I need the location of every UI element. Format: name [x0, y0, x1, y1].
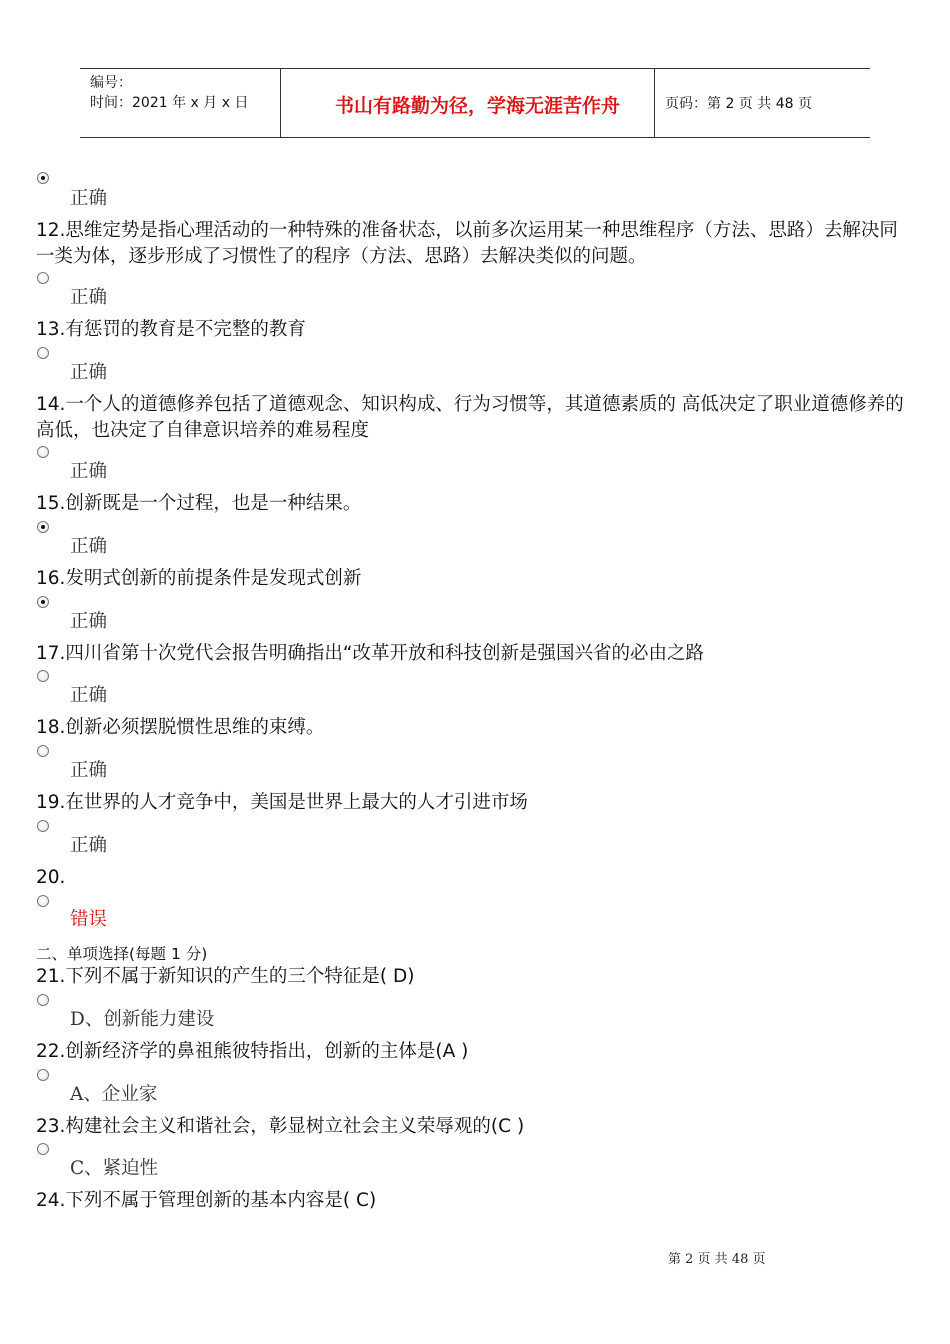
- question-19: [36, 790, 916, 816]
- answer-text: 正确: [70, 685, 108, 706]
- question-text: 创新既是一个过程，也是一种结果。: [65, 493, 362, 514]
- question-16: [36, 566, 916, 592]
- answer-text: 正确: [70, 188, 108, 209]
- answer-radio[interactable]: [37, 670, 49, 682]
- question-15: [36, 491, 916, 517]
- answer-text: 正确: [70, 835, 108, 856]
- question-12: [36, 218, 916, 270]
- question-text: 有惩罚的教育是不完整的教育: [65, 319, 306, 340]
- question-text: 下列不属于管理创新的基本内容是( C): [65, 1190, 377, 1211]
- answer-radio[interactable]: [37, 446, 49, 458]
- question-text: 一个人的道德修养包括了道德观念、知识构成、行为习惯等，其道德素质的 高低决定了职业道德修养的 高低，也决定了自律意识培养的难易程度: [36, 394, 904, 441]
- question-22: [36, 1039, 916, 1065]
- question-number: 16.: [36, 568, 66, 589]
- question-text: 四川省第十次党代会报告明确指出“改革开放和科技创新是强国兴省的必由之路: [65, 643, 705, 664]
- question-20: [36, 865, 916, 891]
- question-text: 下列不属于新知识的产生的三个特征是( D): [65, 966, 415, 987]
- question-text: 发明式创新的前提条件是发现式创新: [65, 568, 362, 589]
- number-label: 编号：: [90, 75, 132, 91]
- header-page-info: 页码：第 2 页 共 48 页: [665, 96, 812, 112]
- answer-radio[interactable]: [37, 895, 49, 907]
- question-number: 20.: [36, 867, 66, 888]
- question-number: 18.: [36, 717, 66, 738]
- answer-text: C、紧迫性: [70, 1158, 159, 1179]
- header-divider: [280, 69, 281, 137]
- answer-text: 正确: [70, 287, 108, 308]
- page-footer: 第 2 页 共 48 页: [668, 1252, 766, 1267]
- question-number: 13.: [36, 319, 66, 340]
- answer-text: 错误: [70, 909, 108, 930]
- answer-text: 正确: [70, 536, 108, 557]
- question-number: 14.: [36, 394, 66, 415]
- question-17: [36, 641, 916, 667]
- question-21: [36, 964, 916, 990]
- question-text: 创新必须摆脱惯性思维的束缚。: [65, 717, 325, 738]
- answer-text: A、企业家: [70, 1084, 158, 1105]
- answer-radio[interactable]: [37, 596, 49, 608]
- question-18: [36, 715, 916, 741]
- question-number: 15.: [36, 493, 66, 514]
- question-text: 构建社会主义和谐社会，彰显树立社会主义荣辱观的(C ): [65, 1116, 525, 1137]
- question-number: 22.: [36, 1041, 66, 1062]
- answer-text: 正确: [70, 461, 108, 482]
- answer-radio[interactable]: [37, 272, 49, 284]
- document-header: [80, 68, 870, 138]
- answer-radio[interactable]: [37, 745, 49, 757]
- date-line: 时间：2021 年 x 月 x 日: [90, 95, 249, 111]
- answer-text: 正确: [70, 611, 108, 632]
- answer-radio[interactable]: [37, 172, 49, 184]
- header-motto: 书山有路勤为径，学海无涯苦作舟: [334, 95, 620, 117]
- answer-radio[interactable]: [37, 994, 49, 1006]
- question-number: 21.: [36, 966, 66, 987]
- question-13: [36, 317, 916, 343]
- answer-text: 正确: [70, 760, 108, 781]
- answer-text: D、创新能力建设: [70, 1009, 215, 1030]
- header-meta: [90, 73, 248, 113]
- question-text: 在世界的人才竞争中，美国是世界上最大的人才引进市场: [65, 792, 528, 813]
- answer-text: 正确: [70, 362, 108, 383]
- answer-radio[interactable]: [37, 347, 49, 359]
- question-14: [36, 392, 916, 444]
- question-24: [36, 1188, 916, 1214]
- question-number: 12.: [36, 220, 66, 241]
- answer-radio[interactable]: [37, 1069, 49, 1081]
- answer-radio[interactable]: [37, 820, 49, 832]
- question-number: 19.: [36, 792, 66, 813]
- question-text: 思维定势是指心理活动的一种特殊的准备状态，以前多次运用某一种思维程序（方法、思路）去解决同一类为体，逐步形成了习惯性了的程序（方法、思路）去解决类似的问题。: [36, 220, 898, 267]
- question-number: 17.: [36, 643, 66, 664]
- question-number: 23.: [36, 1116, 66, 1137]
- section-title: 二、单项选择(每题 1 分): [36, 945, 208, 963]
- question-text: 创新经济学的鼻祖熊彼特指出，创新的主体是(A ): [65, 1041, 469, 1062]
- answer-radio[interactable]: [37, 521, 49, 533]
- question-23: [36, 1114, 916, 1140]
- question-number: 24.: [36, 1190, 66, 1211]
- answer-radio[interactable]: [37, 1143, 49, 1155]
